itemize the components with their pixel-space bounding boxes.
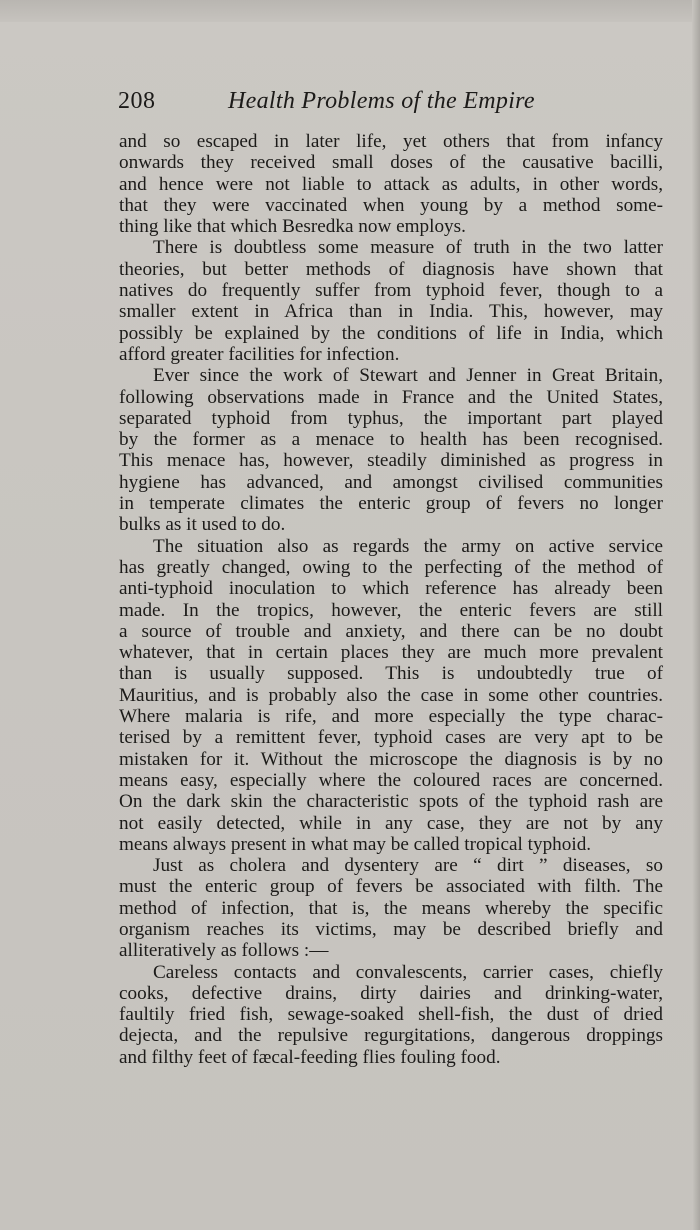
text-line: terised by a remittent fever, typhoid cases are very apt to be	[119, 727, 663, 749]
text-line: hygiene has advanced, and amongst civilised communities	[119, 471, 663, 493]
text-line: thing like that which Besredka now employs.	[119, 216, 466, 238]
text-line: bulks as it used to do.	[119, 514, 286, 536]
text-line: than is usually supposed. This is undoubtedly true of	[119, 663, 663, 685]
text-line: following observations made in France and the United States,	[119, 386, 663, 408]
page-header	[118, 84, 578, 124]
text-line: method of infection, that is, the means whereby the specific	[119, 897, 663, 919]
text-line: dejecta, and the repulsive regurgitations, dangerous droppings	[119, 1025, 663, 1047]
text-line: in temperate climates the enteric group of fevers no longer	[119, 493, 663, 515]
text-line: Ever since the work of Stewart and Jenner in Great Britain,	[153, 365, 663, 387]
text-line: by the former as a menace to health has been recognised.	[119, 429, 663, 451]
text-line: whatever, that in certain places they are much more prevalent	[119, 642, 663, 664]
text-line: Mauritius, and is probably also the case in some other countries.	[119, 684, 663, 706]
body-text	[119, 131, 663, 1068]
text-line: afford greater facilities for infection.	[119, 343, 400, 365]
text-line: means easy, especially where the coloured races are concerned.	[119, 769, 663, 791]
running-title: Health Problems of the Empire	[228, 88, 535, 114]
page-right-edge	[692, 0, 700, 1230]
text-line: Just as cholera and dysentery are “ dirt ” diseases, so	[153, 855, 663, 877]
text-line: natives do frequently suffer from typhoid fever, though to a	[119, 280, 663, 302]
text-line: not easily detected, while in any case, they are not by any	[119, 812, 663, 834]
text-line: that they were vaccinated when young by a method some-	[119, 194, 663, 216]
text-line: Careless contacts and convalescents, carrier cases, chiefly	[153, 961, 663, 983]
text-line: alliteratively as follows :—	[119, 940, 329, 962]
page-top-edge	[0, 0, 700, 22]
text-line: This menace has, however, steadily diminished as progress in	[119, 450, 663, 472]
text-line: onwards they received small doses of the causative bacilli,	[119, 152, 663, 174]
text-line: On the dark skin the characteristic spots of the typhoid rash are	[119, 791, 663, 813]
text-line: There is doubtless some measure of truth in the two latter	[153, 237, 663, 259]
text-line: and so escaped in later life, yet others that from infancy	[119, 131, 663, 152]
text-line: smaller extent in Africa than in India. This, however, may	[119, 301, 663, 323]
text-line: a source of trouble and anxiety, and there can be no doubt	[119, 620, 663, 642]
text-line: mistaken for it. Without the microscope the diagnosis is by no	[119, 748, 663, 770]
text-line: cooks, defective drains, dirty dairies and drinking-water,	[119, 982, 663, 1004]
text-line: organism reaches its victims, may be described briefly and	[119, 918, 663, 940]
text-line: has greatly changed, owing to the perfecting of the method of	[119, 556, 663, 578]
text-line: Where malaria is rife, and more especially the type charac-	[119, 706, 663, 728]
text-line: must the enteric group of fevers be associated with filth. The	[119, 876, 663, 898]
text-line: The situation also as regards the army on active service	[153, 535, 663, 557]
text-line: separated typhoid from typhus, the important part played	[119, 407, 663, 429]
text-line: faultily fried fish, sewage-soaked shell-fish, the dust of dried	[119, 1004, 663, 1026]
text-line: and filthy feet of fæcal-feeding flies fouling food.	[119, 1046, 501, 1068]
text-line: anti-typhoid inoculation to which reference has already been	[119, 578, 663, 600]
text-line: means always present in what may be called tropical typhoid.	[119, 833, 592, 855]
text-line: possibly be explained by the conditions of life in India, which	[119, 322, 663, 344]
text-line: made. In the tropics, however, the enteric fevers are still	[119, 599, 663, 621]
page-number: 208	[118, 88, 156, 114]
text-line: theories, but better methods of diagnosis have shown that	[119, 258, 663, 280]
text-line: and hence were not liable to attack as adults, in other words,	[119, 173, 663, 195]
